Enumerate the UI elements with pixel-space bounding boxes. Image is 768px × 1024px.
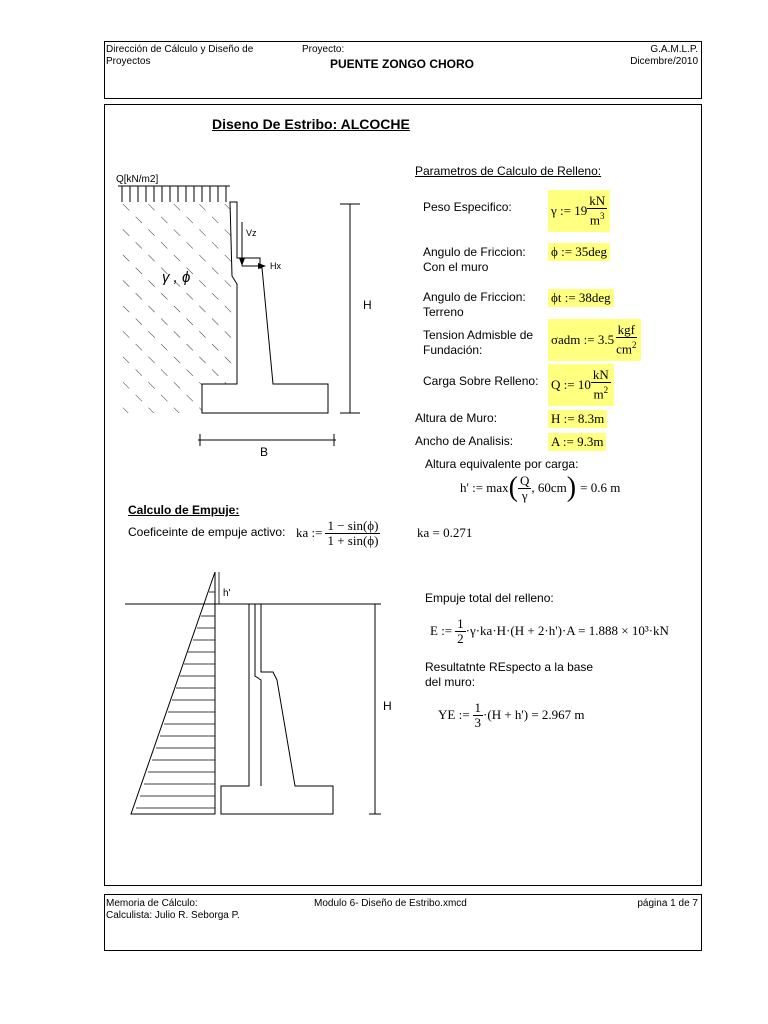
b-label: B <box>260 445 269 459</box>
footer-memoria: Memoria de Cálculo: <box>106 898 198 909</box>
e-formula <box>430 612 669 650</box>
ka-lhs: ka := <box>296 525 323 540</box>
ka-frac <box>325 519 380 548</box>
header-project-name: PUENTE ZONGO CHORO <box>330 57 475 71</box>
header-project-label: Proyecto: <box>302 44 345 55</box>
carga-unit <box>591 368 611 401</box>
equiv-rest: , 60cm <box>531 480 567 495</box>
res-label1: Resultatnte REspecto a la base <box>425 660 594 674</box>
peso-den: m <box>589 212 600 228</box>
hp-label: h' <box>223 588 231 599</box>
abutment-diagram <box>110 166 370 466</box>
equiv-formula: h' := max ( $\frac{Q}{\gamma}$ , 60cm ) = 0.6 m <box>460 472 621 503</box>
ka-den: 1 + sin(ϕ) <box>327 532 379 548</box>
peso-unit <box>587 194 607 227</box>
e-frac <box>455 617 466 646</box>
altura-label: Altura de Muro: <box>415 411 498 425</box>
header-dept: Dirección de Cálculo y Diseño de Proyectos <box>106 44 254 67</box>
peso-label: Peso Especifico: <box>423 200 512 214</box>
equiv-q: Q <box>520 472 530 488</box>
empuje-heading: Calculo de Empuje: <box>128 503 240 517</box>
total-label: Empuje total del relleno: <box>425 591 554 605</box>
peso-exp: 3 <box>599 211 605 222</box>
ye-den: 3 <box>474 714 482 730</box>
equiv-frac <box>518 474 531 503</box>
ancho-label: Ancho de Analisis: <box>415 434 514 448</box>
altura-value: H := 8.3m <box>548 410 607 428</box>
carga-lhs: Q := 10 <box>551 377 591 392</box>
carga-value <box>548 364 614 406</box>
ye-lhs: YE := <box>438 707 470 722</box>
carga-num: kN <box>592 367 609 383</box>
peso-value <box>548 190 610 232</box>
peso-num: kN <box>589 193 606 209</box>
soil-label: γ , ϕ <box>162 269 191 286</box>
header-date: Dicembre/2010 <box>630 56 698 67</box>
header-org: G.A.M.L.P. <box>650 44 698 55</box>
tension-label1: Tension Admisble de <box>423 328 534 342</box>
h-label: H <box>363 298 372 312</box>
vz-label: Vz <box>246 228 257 238</box>
page-title: Diseno De Estribo: ALCOCHE <box>212 116 410 132</box>
equiv-result: = 0.6 m <box>580 480 621 495</box>
tension-unit <box>614 323 638 356</box>
ka-result: ka = 0.271 <box>417 525 473 540</box>
e-rest: ·γ·ka·H·(H + 2·h')·A = 1.888 × 10³·kN <box>465 623 669 638</box>
equiv-lhs: h' := max <box>460 480 509 495</box>
ye-rest: ·(H + h') = 2.967 m <box>483 707 585 722</box>
h2-label: H <box>383 699 392 713</box>
footer-calculista: Calculista: Julio R. Seborga P. <box>106 910 240 921</box>
tension-label2: Fundación: <box>423 343 483 357</box>
ye-frac <box>473 701 484 730</box>
fric-muro-label2: Con el muro <box>423 260 489 274</box>
fric-muro-label1: Angulo de Friccion: <box>423 245 526 259</box>
hx-label: Hx <box>270 261 281 271</box>
equiv-label: Altura equivalente por carga: <box>425 457 579 471</box>
ye-num: 1 <box>474 699 482 715</box>
coef-label: Coeficeinte de empuje activo: <box>128 525 286 539</box>
e-num: 1 <box>457 615 464 631</box>
ye-formula <box>438 696 585 734</box>
tension-lhs: σadm := 3.5 <box>551 332 615 347</box>
res-label2: del muro: <box>425 675 476 689</box>
tension-exp: 2 <box>631 340 637 351</box>
e-lhs: E := <box>430 623 453 638</box>
fric-muro-value: ϕ := 35deg <box>548 243 610 261</box>
tension-den: cm <box>616 341 632 357</box>
fric-terr-label2: Terreno <box>423 305 464 319</box>
fric-terr-label1: Angulo de Friccion: <box>423 290 526 304</box>
carga-label: Carga Sobre Relleno: <box>423 374 539 388</box>
params-heading: Parametros de Calculo de Relleno: <box>415 164 602 178</box>
load-label: Q[kN/m2] <box>116 174 159 185</box>
tension-value <box>548 319 641 361</box>
peso-lhs: γ := 19 <box>551 203 588 218</box>
carga-exp: 2 <box>603 385 609 396</box>
footer-page: página 1 de 7 <box>637 898 698 909</box>
e-den: 2 <box>457 630 464 646</box>
ka-formula <box>296 514 380 552</box>
tension-num: kgf <box>617 322 635 338</box>
fric-terr-value: ϕt := 38deg <box>548 289 614 307</box>
footer-file: Modulo 6- Diseño de Estribo.xmcd <box>314 898 467 909</box>
ka-num: 1 − sin(ϕ) <box>327 517 379 533</box>
pressure-diagram <box>125 568 405 823</box>
ancho-value: A := 9.3m <box>548 433 606 451</box>
carga-den: m <box>593 386 604 402</box>
equiv-g: γ <box>521 487 528 503</box>
